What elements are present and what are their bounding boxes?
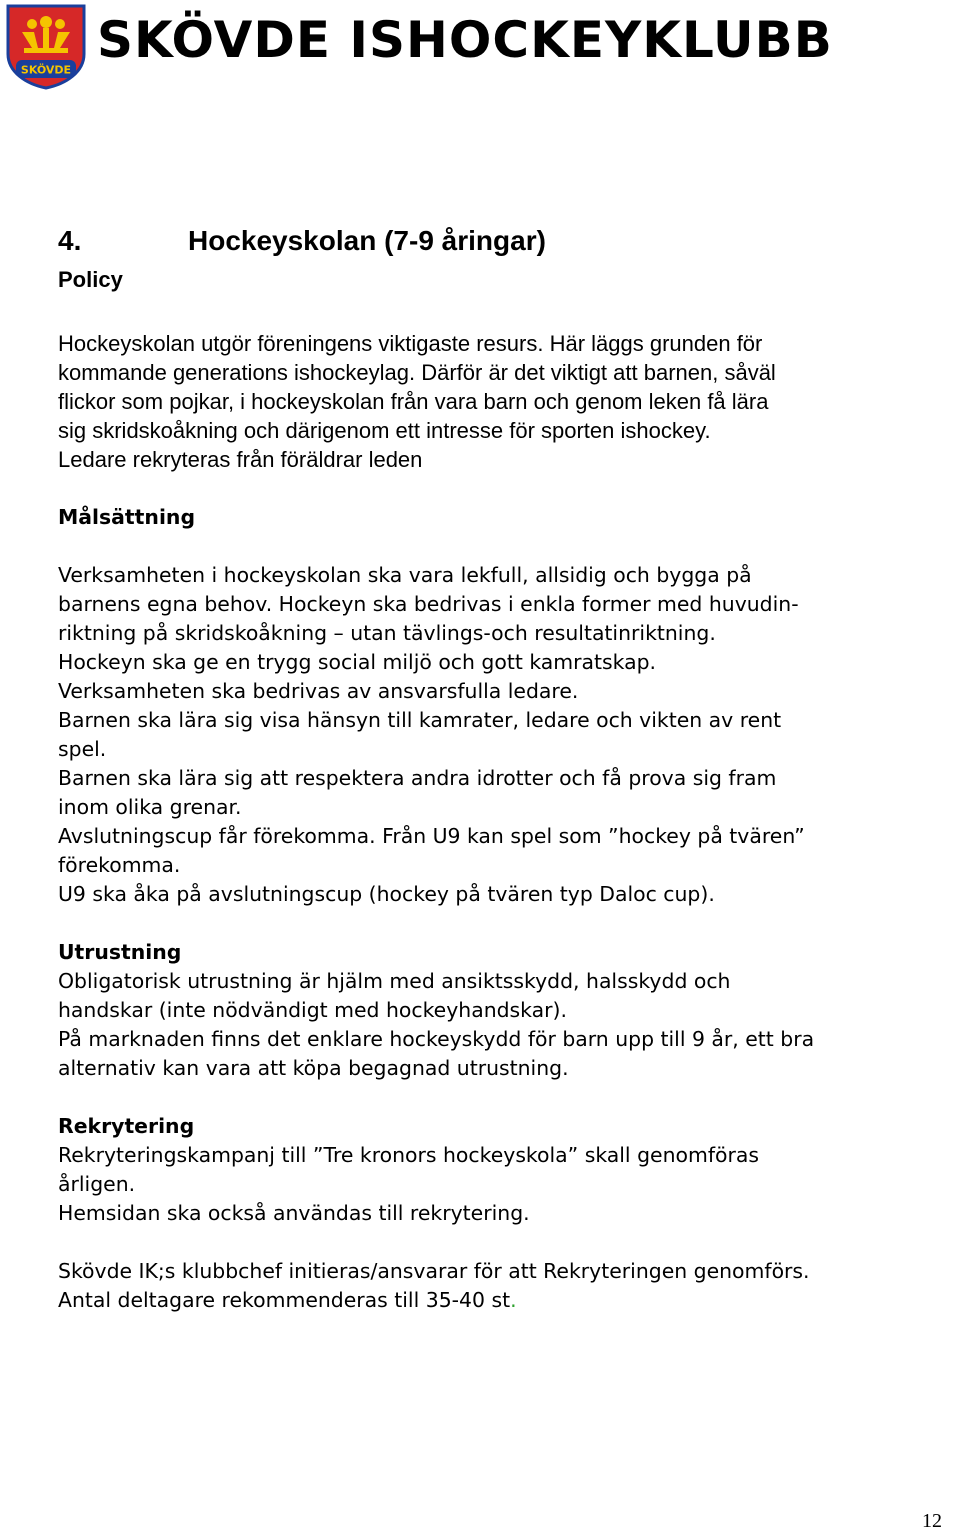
equipment-paragraph xyxy=(58,967,938,1083)
policy-line: flickor som pojkar, i hockeyskolan från vara barn och genom leken få lära xyxy=(58,389,769,414)
equipment-line: alternativ kan vara att köpa begagnad utrustning. xyxy=(58,1056,569,1080)
section-heading xyxy=(58,222,938,260)
goals-line: förekomma. xyxy=(58,853,181,877)
equipment-line: Obligatorisk utrustning är hjälm med ansiktsskydd, halsskydd och xyxy=(58,969,731,993)
policy-label: Policy xyxy=(58,267,123,292)
closing-line: Skövde IK;s klubbchef initieras/ansvarar för att Rekryteringen genomförs. xyxy=(58,1259,810,1283)
equipment-line: handskar (inte nödvändigt med hockeyhandskar). xyxy=(58,998,567,1022)
page-header xyxy=(0,0,960,100)
goals-line: Barnen ska lära sig att respektera andra idrotter och få prova sig fram xyxy=(58,766,777,790)
goals-line: Barnen ska lära sig visa hänsyn till kamrater, ledare och vikten av rent xyxy=(58,708,782,732)
goals-line: riktning på skridskoåkning – utan tävlings-och resultatinriktning. xyxy=(58,621,716,645)
page-number: 12 xyxy=(922,1510,942,1532)
closing-period: . xyxy=(510,1288,517,1312)
policy-line: Hockeyskolan utgör föreningens viktigaste resurs. Här läggs grunden för xyxy=(58,331,763,356)
recruitment-line: Rekryteringskampanj till ”Tre kronors hockeyskola” skall genomföras xyxy=(58,1143,759,1167)
goals-line: Verksamheten i hockeyskolan ska vara lekfull, allsidig och bygga på xyxy=(58,563,752,587)
goals-line: Avslutningscup får förekomma. Från U9 kan spel som ”hockey på tvären” xyxy=(58,824,805,848)
equipment-line: På marknaden finns det enklare hockeyskydd för barn upp till 9 år, ett bra xyxy=(58,1027,815,1051)
section-title: Hockeyskolan (7-9 åringar) xyxy=(188,225,546,256)
closing-line-text: Antal deltagare rekommenderas till 35-40 st xyxy=(58,1288,511,1312)
policy-paragraph xyxy=(58,329,938,474)
recruitment-label: Rekrytering xyxy=(58,1114,195,1138)
policy-line: kommande generations ishockeylag. Därför är det viktigt att barnen, såväl xyxy=(58,360,776,385)
goals-line: barnens egna behov. Hockeyn ska bedrivas i enkla former med huvudin- xyxy=(58,592,799,616)
logo-text: SKÖVDE xyxy=(20,63,72,77)
goals-line: U9 ska åka på avslutningscup (hockey på tvären typ Daloc cup). xyxy=(58,882,715,906)
policy-line: Ledare rekryteras från föräldrar leden xyxy=(58,447,423,472)
goals-paragraph xyxy=(58,561,938,909)
recruitment-paragraph xyxy=(58,1141,938,1228)
goals-line: inom olika grenar. xyxy=(58,795,242,819)
club-name: SKÖVDE ISHOCKEYKLUBB xyxy=(97,11,833,69)
goals-line: Hockeyn ska ge en trygg social miljö och gott kamratskap. xyxy=(58,650,656,674)
equipment-label: Utrustning xyxy=(58,940,182,964)
closing-paragraph xyxy=(58,1257,938,1315)
closing-line xyxy=(58,1286,938,1315)
club-logo xyxy=(4,2,88,90)
recruitment-line: årligen. xyxy=(58,1172,136,1196)
policy-line: sig skridskoåkning och därigenom ett intresse för sporten ishockey. xyxy=(58,418,711,443)
goals-label: Målsättning xyxy=(58,505,196,529)
section-number: 4. xyxy=(58,225,82,256)
goals-line: Verksamheten ska bedrivas av ansvarsfulla ledare. xyxy=(58,679,579,703)
goals-line: spel. xyxy=(58,737,107,761)
recruitment-line: Hemsidan ska också användas till rekrytering. xyxy=(58,1201,530,1225)
document-body xyxy=(58,222,938,1315)
